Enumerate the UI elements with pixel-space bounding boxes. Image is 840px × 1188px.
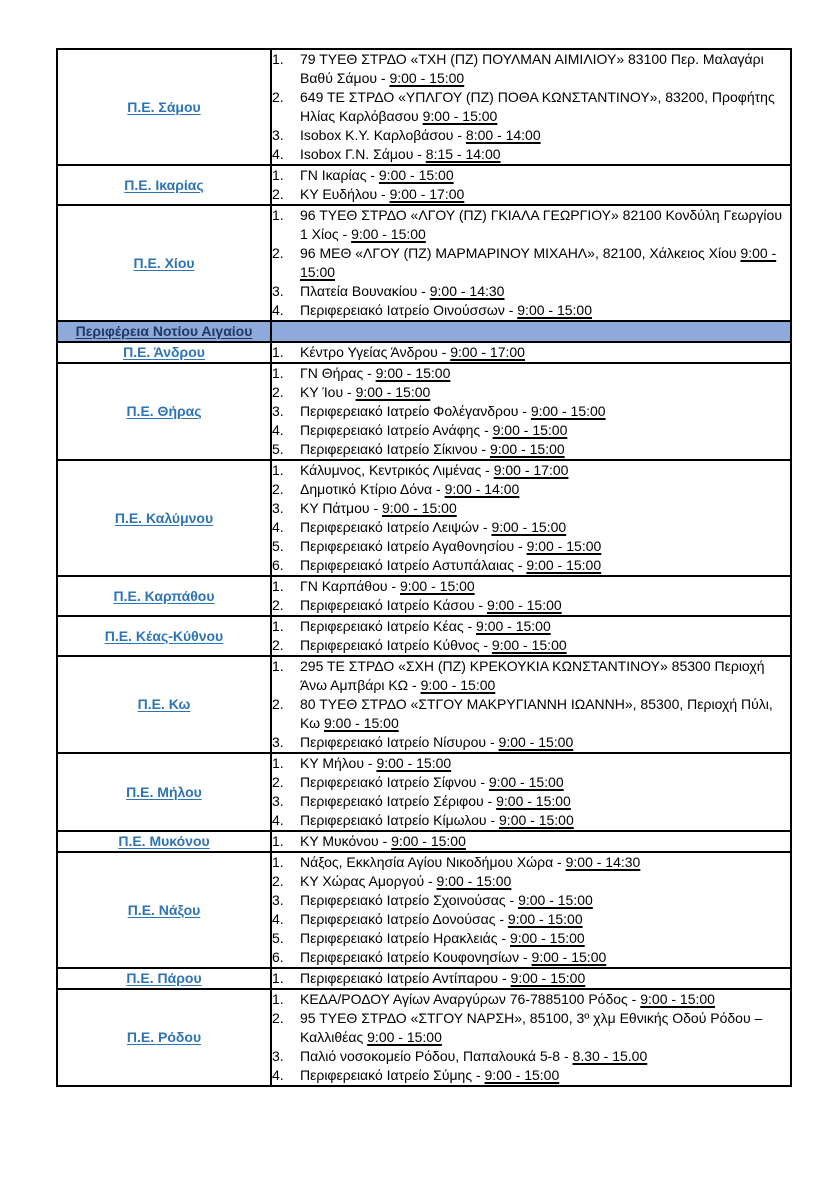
clinic-entry [272, 185, 790, 204]
entry-hours: 9:00 - 15:00 [420, 677, 496, 693]
entry-hours: 8.30 - 15.00 [572, 1048, 648, 1064]
clinic-entry [272, 695, 790, 733]
entry-hours: 9:00 - 15:00 [531, 949, 607, 965]
entry-number: 3. [272, 500, 284, 516]
region-row [57, 656, 791, 753]
entry-number: 1. [272, 167, 284, 183]
clinic-entry [272, 499, 790, 518]
entry-number: 2. [272, 1010, 284, 1026]
clinic-entry [272, 872, 790, 891]
entry-hours: 9:00 - 15:00 [351, 226, 426, 242]
entry-text: Περιφερειακό Ιατρείο Φολέγανδρου - [300, 403, 531, 419]
clinic-entry [272, 990, 790, 1009]
entry-number: 1. [272, 755, 284, 771]
region-link[interactable]: Π.Ε. Καρπάθου [113, 587, 215, 604]
entry-hours: 9:00 - 15:00 [391, 833, 466, 849]
entry-number: 5. [272, 538, 284, 554]
entry-description [300, 811, 790, 830]
region-cell [57, 205, 271, 321]
region-cell [57, 363, 271, 460]
region-link[interactable]: Π.Ε. Άνδρου [123, 344, 205, 360]
entries-cell [271, 49, 791, 165]
entry-number: 3. [272, 1048, 284, 1064]
clinic-entry [272, 461, 790, 480]
entry-hours: 8:15 - 14:00 [425, 146, 501, 162]
entry-text: ΓΝ Θήρας - [300, 365, 376, 381]
clinic-entry [272, 929, 790, 948]
region-cell [57, 165, 271, 205]
entry-text: Πλατεία Βουνακίου - [300, 283, 430, 299]
entries-cell [271, 363, 791, 460]
entry-text: Περιφερειακό Ιατρείο Κύθνος - [300, 637, 492, 653]
entry-hours: 9:00 - 15:00 [484, 1067, 560, 1083]
clinic-entry [272, 596, 790, 615]
entry-hours: 9:00 - 15:00 [526, 538, 602, 554]
entry-description [300, 518, 790, 537]
entry-hours: 9:00 - 15:00 [382, 500, 457, 516]
entry-number: 2. [272, 637, 284, 653]
clinic-entry [272, 301, 790, 320]
entry-text: Περιφερειακό Ιατρείο Ηρακλειάς - [300, 930, 510, 946]
entry-text: Περιφερειακό Ιατρείο Οινούσσων - [300, 302, 518, 318]
clinic-entry [272, 792, 790, 811]
clinic-entry [272, 617, 790, 636]
entry-number: 2. [272, 89, 284, 105]
entry-text: 96 ΜΕΘ «ΛΓΟΥ (ΠΖ) ΜΑΡΜΑΡΙΝΟΥ ΜΙΧΑΗΛ», 82100, Χάλκειος Χίου [300, 245, 741, 261]
entry-description [300, 733, 790, 752]
entry-number: 2. [272, 774, 284, 790]
entry-text: ΚΥ Ίου - [300, 384, 356, 400]
entry-description [300, 480, 790, 499]
entry-hours: 9:00 - 14:30 [429, 283, 505, 299]
entry-hours: 9:00 - 15:00 [367, 1029, 442, 1045]
entry-hours: 9:00 - 15:00 [499, 812, 574, 828]
entry-number: 1. [272, 578, 284, 594]
region-link[interactable]: Π.Ε. Χίου [133, 254, 195, 271]
entry-text: 79 ΤΥΕΘ ΣΤΡΔΟ «ΤΧΗ (ΠΖ) ΠΟΥΛΜΑΝ ΑΙΜΙΛΙΟΥ» 83100 Περ. Μαλαγάρι Βαθύ Σάμου - [300, 51, 764, 86]
clinic-entry [272, 577, 790, 596]
entry-number: 1. [272, 833, 284, 849]
entry-description [300, 792, 790, 811]
entry-hours: 9:00 - 15:00 [488, 774, 564, 790]
clinic-entry [272, 1009, 790, 1047]
entry-text: Περιφερειακό Ιατρείο Κίμωλου - [300, 812, 500, 828]
entry-number: 4. [272, 302, 284, 318]
entry-description [300, 402, 790, 421]
entry-text: ΚΥ Ευδήλου - [300, 186, 390, 202]
region-cell [57, 852, 271, 968]
entry-number: 4. [272, 812, 284, 828]
clinic-entry [272, 364, 790, 383]
entry-text: Περιφερειακό Ιατρείο Κάσου - [300, 597, 487, 613]
entry-hours: 9:00 - 17:00 [389, 186, 465, 202]
entry-number: 3. [272, 283, 284, 299]
region-cell [57, 831, 271, 852]
region-cell [57, 656, 271, 753]
entry-text: Περιφερειακό Ιατρείο Σύμης - [300, 1067, 485, 1083]
entry-hours: 9:00 - 15:00 [491, 637, 567, 653]
region-row [57, 342, 791, 363]
entry-text: 96 ΤΥΕΘ ΣΤΡΔΟ «ΛΓΟΥ (ΠΖ) ΓΚΙΑΛΑ ΓΕΩΡΓΙΟΥ» 82100 Κονδύλη Γεωργίου 1 Χίος - [300, 207, 782, 242]
clinic-entry [272, 969, 790, 988]
region-cell [57, 49, 271, 165]
region-link[interactable]: Π.Ε. Μυκόνου [118, 833, 210, 849]
entry-number: 2. [272, 873, 284, 889]
entry-hours: 9:00 - 15:00 [526, 557, 602, 573]
entry-description [300, 617, 790, 636]
entry-number: 2. [272, 696, 284, 712]
entry-text: 295 ΤΕ ΣΤΡΔΟ «ΣΧΗ (ΠΖ) ΚΡΕΚΟΥΚΙΑ ΚΩΝΣΤΑΝΤΙΝΟΥ» 85300 Περιοχή Άνω Αμπβάρι ΚΩ - [300, 658, 765, 693]
entry-text: Περιφερειακό Ιατρείο Κέας - [300, 618, 477, 634]
entry-hours: 9:00 - 15:00 [498, 734, 574, 750]
entries-cell [271, 205, 791, 321]
entry-hours: 9:00 - 15:00 [509, 930, 585, 946]
region-row [57, 576, 791, 616]
clinic-entry [272, 206, 790, 244]
region-row [57, 49, 791, 165]
entry-hours: 9:00 - 15:00 [510, 970, 586, 986]
clinic-entry [272, 754, 790, 773]
entry-number: 6. [272, 557, 284, 573]
section-header-spacer [271, 321, 791, 342]
region-cell [57, 342, 271, 363]
entries-cell [271, 852, 791, 968]
entry-hours: 9:00 - 15:00 [389, 70, 465, 86]
entry-description [300, 499, 790, 518]
entry-hours: 9:00 - 15:00 [476, 618, 551, 634]
entry-hours: 9:00 - 15:00 [640, 991, 715, 1007]
clinic-entry [272, 383, 790, 402]
entries-cell [271, 616, 791, 656]
entry-description [300, 990, 790, 1009]
entries-cell [271, 831, 791, 852]
entry-number: 2. [272, 597, 284, 613]
region-link[interactable]: Π.Ε. Νάξου [127, 901, 201, 918]
clinic-entry [272, 50, 790, 88]
region-cell [57, 968, 271, 989]
clinic-entry [272, 948, 790, 967]
entry-number: 4. [272, 519, 284, 535]
entry-hours: 9:00 - 15:00 [324, 715, 399, 731]
entries-cell [271, 968, 791, 989]
entry-description [300, 657, 790, 695]
section-header-row [57, 321, 791, 342]
region-link[interactable]: Π.Ε. Ικαρίας [124, 176, 204, 193]
entry-description [300, 383, 790, 402]
entry-number: 3. [272, 793, 284, 809]
entry-text: Περιφερειακό Ιατρείο Σχοινούσας - [300, 892, 519, 908]
entry-description [300, 596, 790, 615]
entry-hours: 9:00 - 17:00 [450, 344, 525, 360]
entries-cell [271, 656, 791, 753]
region-cell [57, 989, 271, 1086]
entry-description [300, 1047, 790, 1066]
entry-text: ΚΥ Μήλου - [300, 755, 377, 771]
clinic-entry [272, 145, 790, 164]
entry-description [300, 969, 790, 988]
entry-number: 3. [272, 403, 284, 419]
entry-text: Περιφερειακό Ιατρείο Λειψών - [300, 519, 492, 535]
entry-description [300, 537, 790, 556]
entry-number: 6. [272, 949, 284, 965]
entry-text: ΓΝ Ικαρίας - [300, 167, 379, 183]
entry-description [300, 166, 790, 185]
entry-hours: 9:00 - 15:00 [491, 519, 567, 535]
entry-number: 4. [272, 1067, 284, 1083]
entry-text: Περιφερειακό Ιατρείο Αγαθονησίου - [300, 538, 527, 554]
region-row [57, 363, 791, 460]
entry-hours: 9:00 - 15:00 [355, 384, 431, 400]
region-cell [57, 616, 271, 656]
entry-description [300, 929, 790, 948]
entry-description [300, 88, 790, 126]
entry-number: 3. [272, 734, 284, 750]
region-row [57, 852, 791, 968]
clinic-entry [272, 733, 790, 752]
entry-description [300, 364, 790, 383]
entry-description [300, 577, 790, 596]
entry-text: Νάξος, Εκκλησία Αγίου Νικοδήμου Χώρα - [300, 854, 566, 870]
entries-cell [271, 460, 791, 576]
entry-description [300, 556, 790, 575]
entry-description [300, 421, 790, 440]
entries-cell [271, 576, 791, 616]
entry-description [300, 301, 790, 320]
region-link[interactable]: Π.Ε. Ρόδου [126, 1029, 202, 1045]
entry-number: 1. [272, 618, 284, 634]
clinic-entry [272, 853, 790, 872]
section-header-cell [57, 321, 271, 342]
clinic-entry [272, 657, 790, 695]
entry-number: 1. [272, 207, 284, 223]
clinic-entry [272, 537, 790, 556]
entry-hours: 9:00 - 17:00 [493, 462, 569, 478]
entry-hours: 9:00 - 15:00 [376, 755, 452, 771]
region-row [57, 205, 791, 321]
clinic-entry [272, 832, 790, 851]
region-cell [57, 576, 271, 616]
clinic-entry [272, 1047, 790, 1066]
entry-number: 5. [272, 930, 284, 946]
entries-cell [271, 753, 791, 831]
region-link[interactable]: Π.Ε. Πάρου [126, 970, 202, 986]
entry-description [300, 50, 790, 88]
entry-hours: 9:00 - 14:00 [444, 481, 520, 497]
entry-text: Περιφερειακό Ιατρείο Δονούσας - [300, 911, 508, 927]
entry-hours: 9:00 - 15:00 [507, 911, 583, 927]
entries-cell [271, 165, 791, 205]
entry-text: ΚΕΔΑ/ΡΟΔΟΥ Αγίων Αναργύρων 76-7885100 Ρόδος - [300, 991, 641, 1007]
entry-hours: 9:00 - 15:00 [375, 365, 451, 381]
entry-number: 2. [272, 186, 284, 202]
clinic-entry [272, 440, 790, 459]
entry-number: 1. [272, 658, 284, 674]
region-row [57, 616, 791, 656]
clinic-entry [272, 636, 790, 655]
entry-number: 1. [272, 51, 284, 67]
entry-number: 4. [272, 422, 284, 438]
clinic-entry [272, 343, 790, 362]
region-link[interactable]: Π.Ε. Μήλου [126, 783, 202, 800]
clinic-hours-table [56, 48, 792, 1087]
entry-text: Περιφερειακό Ιατρείο Αστυπάλαιας - [300, 557, 527, 573]
entry-hours: 9:00 - 15:00 [399, 578, 475, 594]
entry-text: Κέντρο Υγείας Άνδρου - [300, 344, 451, 360]
entry-number: 5. [272, 441, 284, 457]
clinic-entry [272, 282, 790, 301]
entry-text: Περιφερειακό Ιατρείο Σίκινου - [300, 441, 490, 457]
entry-description [300, 948, 790, 967]
region-row [57, 989, 791, 1086]
entry-number: 4. [272, 911, 284, 927]
entries-cell [271, 989, 791, 1086]
entry-text: Περιφερειακό Ιατρείο Σίφνου - [300, 774, 489, 790]
clinic-entry [272, 518, 790, 537]
region-link[interactable]: Π.Ε. Κω [137, 696, 191, 712]
entry-description [300, 461, 790, 480]
entry-text: Isobox Γ.Ν. Σάμου - [300, 146, 426, 162]
entry-text: Περιφερειακό Ιατρείο Αντίπαρου - [300, 970, 511, 986]
entry-hours: 9:00 - 15:00 [489, 441, 565, 457]
entry-hours: 9:00 - 15:00 [518, 892, 593, 908]
entries-cell [271, 342, 791, 363]
section-header-label: Περιφέρεια Νοτίου Αιγαίου [75, 323, 253, 339]
clinic-entry [272, 402, 790, 421]
entry-hours: 9:00 - 15:00 [436, 873, 512, 889]
region-link[interactable]: Π.Ε. Σάμου [127, 98, 201, 115]
clinic-entry [272, 773, 790, 792]
entry-description [300, 832, 790, 851]
entry-hours: 8:00 - 14:00 [465, 127, 541, 143]
region-cell [57, 460, 271, 576]
entry-number: 1. [272, 365, 284, 381]
entry-number: 1. [272, 991, 284, 1007]
entry-text: Δημοτικό Κτίριο Δόνα - [300, 481, 445, 497]
entry-text: Κάλυμνος, Κεντρικός Λιμένας - [300, 462, 494, 478]
clinic-entry [272, 421, 790, 440]
clinic-entry [272, 166, 790, 185]
entry-number: 2. [272, 481, 284, 497]
entry-description [300, 773, 790, 792]
entry-text: Περιφερειακό Ιατρείο Σέριφου - [300, 793, 497, 809]
region-row [57, 968, 791, 989]
region-row [57, 460, 791, 576]
entry-number: 4. [272, 146, 284, 162]
entry-description [300, 910, 790, 929]
entry-hours: 9:00 - 15:00 [517, 302, 592, 318]
entry-description [300, 695, 790, 733]
entry-hours: 9:00 - 15:00 [378, 167, 454, 183]
clinic-entry [272, 88, 790, 126]
entry-description [300, 343, 790, 362]
entry-number: 2. [272, 245, 284, 261]
entry-hours: 9:00 - 15:00 [530, 403, 606, 419]
entry-description [300, 206, 790, 244]
clinic-entry [272, 910, 790, 929]
entry-number: 1. [272, 462, 284, 478]
entry-text: Isobox Κ.Υ. Καρλοβάσου - [300, 127, 466, 143]
entry-text: ΚΥ Χώρας Αμοργού - [300, 873, 437, 889]
entry-description [300, 891, 790, 910]
entry-hours: 9:00 - 15:00 [492, 422, 568, 438]
entry-text: 80 ΤΥΕΘ ΣΤΡΔΟ «ΣΤΓΟΥ ΜΑΚΡΥΓΙΑΝΝΗ ΙΩΑΝΝΗ», 85300, Περιοχή Πύλι, Κω [300, 696, 773, 731]
clinic-entry [272, 891, 790, 910]
region-link[interactable]: Π.Ε. Θήρας [126, 403, 202, 419]
clinic-entry [272, 1066, 790, 1085]
entry-number: 1. [272, 344, 284, 360]
region-cell [57, 753, 271, 831]
clinic-entry [272, 811, 790, 830]
clinic-entry [272, 244, 790, 282]
entry-description [300, 1066, 790, 1085]
entry-text: ΓΝ Καρπάθου - [300, 578, 400, 594]
region-link[interactable]: Π.Ε. Καλύμνου [114, 509, 214, 526]
entry-text: ΚΥ Πάτμου - [300, 500, 382, 516]
entry-description [300, 853, 790, 872]
entry-description [300, 282, 790, 301]
entry-description [300, 636, 790, 655]
clinic-entry [272, 480, 790, 499]
entry-number: 3. [272, 892, 284, 908]
entry-description [300, 145, 790, 164]
entry-text: 649 ΤΕ ΣΤΡΔΟ «ΥΠΛΓΟΥ (ΠΖ) ΠΟΘΑ ΚΩΝΣΤΑΝΤΙΝΟΥ», 83200, Προφήτης Ηλίας Καρλόβασου [300, 89, 775, 124]
entry-hours: 9:00 - 15:00 [496, 793, 571, 809]
clinic-entry [272, 556, 790, 575]
entry-hours: 9:00 - 15:00 [300, 245, 777, 280]
entry-description [300, 185, 790, 204]
entry-number: 1. [272, 970, 284, 986]
entry-hours: 9:00 - 14:30 [565, 854, 641, 870]
entry-text: Περιφερειακό Ιατρείο Ανάφης - [300, 422, 493, 438]
entry-hours: 9:00 - 15:00 [486, 597, 562, 613]
entry-text: Περιφερειακό Ιατρείο Κουφονησίων - [300, 949, 532, 965]
clinic-entry [272, 126, 790, 145]
region-link[interactable]: Π.Ε. Κέας-Κύθνου [104, 627, 224, 644]
entry-text: 95 ΤΥΕΘ ΣΤΡΔΟ «ΣΤΓΟΥ ΝΑΡΣΗ», 85100, 3º χλμ Εθνικής Οδού Ρόδου – Καλλιθέας [300, 1010, 763, 1045]
entry-hours: 9:00 - 15:00 [422, 108, 498, 124]
entry-text: Παλιό νοσοκομείο Ρόδου, Παπαλουκά 5-8 - [300, 1048, 573, 1064]
entry-text: ΚΥ Μυκόνου - [300, 833, 392, 849]
entry-number: 3. [272, 127, 284, 143]
entry-description [300, 1009, 790, 1047]
region-row [57, 831, 791, 852]
region-row [57, 753, 791, 831]
entry-description [300, 440, 790, 459]
entry-text: Περιφερειακό Ιατρείο Νίσυρου - [300, 734, 499, 750]
entry-number: 1. [272, 854, 284, 870]
entry-description [300, 872, 790, 891]
entry-number: 2. [272, 384, 284, 400]
entry-description [300, 244, 790, 282]
region-row [57, 165, 791, 205]
entry-description [300, 126, 790, 145]
entry-description [300, 754, 790, 773]
